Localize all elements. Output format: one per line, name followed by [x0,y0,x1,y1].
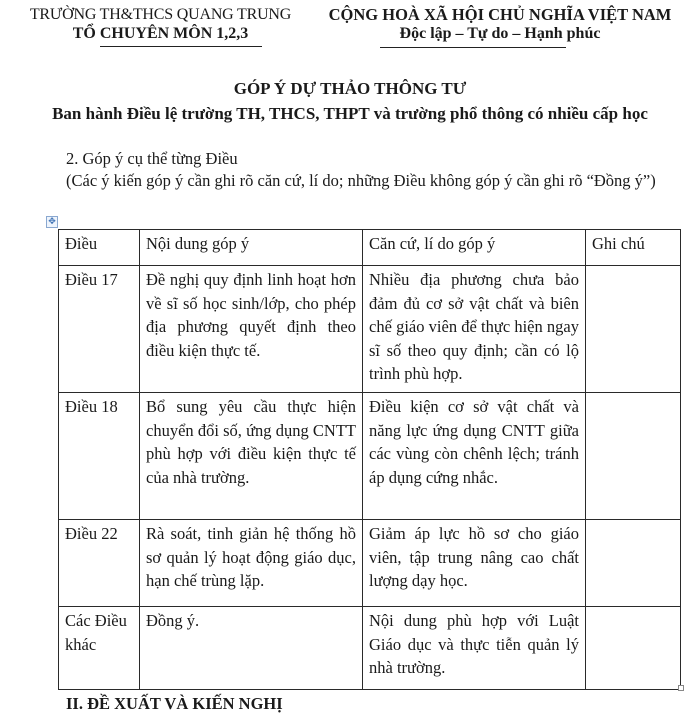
cell-note[interactable] [586,607,681,690]
table-row [59,607,681,690]
cell-reason[interactable]: Điều kiện cơ sở vật chất và năng lực ứng dụng CNTT giữa các vùng còn chênh lệch; tránh áp dụng cứng nhắc. [363,393,586,520]
table-row [59,393,681,520]
cell-note[interactable] [586,393,681,520]
document-subtitle: Ban hành Điều lệ trường TH, THCS, THPT và trường phổ thông có nhiều cấp học [52,104,648,123]
table-resize-handle[interactable] [678,685,684,691]
cell-note[interactable] [586,520,681,607]
cell-article[interactable]: Điều 17 [59,266,140,393]
cell-content[interactable]: Rà soát, tinh giản hệ thống hồ sơ quản lý hoạt động giáo dục, hạn chế trùng lặp. [140,520,363,607]
national-header [300,5,700,48]
header-right-underline [380,47,566,48]
cell-content[interactable]: Đồng ý. [140,607,363,690]
move-cross-icon: ✥ [48,217,56,227]
header-left-underline [100,46,262,47]
column-header-content[interactable]: Nội dung góp ý [140,230,363,266]
next-section-heading: II. ĐỀ XUẤT VÀ KIẾN NGHỊ [66,694,283,713]
column-header-note[interactable]: Ghi chú [586,230,681,266]
cell-reason[interactable]: Nội dung phù hợp với Luật Giáo dục và thực tiễn quản lý nhà trường. [363,607,586,690]
cell-reason[interactable]: Giảm áp lực hồ sơ cho giáo viên, tập trung nâng cao chất lượng dạy học. [363,520,586,607]
cell-reason[interactable]: Nhiều địa phương chưa bảo đảm đủ cơ sở vật chất và biên chế giáo viên để thực hiện ngay sĩ số theo quy định; cần có lộ trình phù hợp. [363,266,586,393]
cell-article[interactable]: Điều 22 [59,520,140,607]
document-title-block [40,78,660,125]
cell-note[interactable] [586,266,681,393]
cell-content[interactable]: Đề nghị quy định linh hoạt hơn về sĩ số học sinh/lớp, cho phép địa phương quyết định theo điều kiện thực tế. [140,266,363,393]
section-heading: 2. Góp ý cụ thể từng Điều [66,149,238,168]
comments-table [58,229,681,690]
table-row [59,520,681,607]
nation-name: CỘNG HOÀ XÃ HỘI CHỦ NGHĨA VIỆT NAM [328,5,672,24]
cell-content[interactable]: Bổ sung yêu cầu thực hiện chuyển đổi số, ứng dụng CNTT phù hợp với điều kiện thực tế của nhà trường. [140,393,363,520]
column-header-article[interactable]: Điều [59,230,140,266]
cell-article[interactable]: Điều 18 [59,393,140,520]
column-header-reason[interactable]: Căn cứ, lí do góp ý [363,230,586,266]
school-header [18,5,303,47]
department-name: TỔ CHUYÊN MÔN 1,2,3 [72,25,249,42]
table-row [59,266,681,393]
cell-article[interactable]: Các Điều khác [59,607,140,690]
school-name: TRƯỜNG TH&THCS QUANG TRUNG [29,6,292,23]
section-instruction: (Các ý kiến góp ý cần ghi rõ căn cứ, lí do; những Điều không góp ý cần ghi rõ “Đồng ý”) [66,171,656,190]
table-move-handle[interactable] [46,216,58,228]
national-motto: Độc lập – Tự do – Hạnh phúc [399,25,601,42]
section-intro [66,148,666,192]
table-header-row [59,230,681,266]
document-title: GÓP Ý DỰ THẢO THÔNG TƯ [233,79,467,98]
